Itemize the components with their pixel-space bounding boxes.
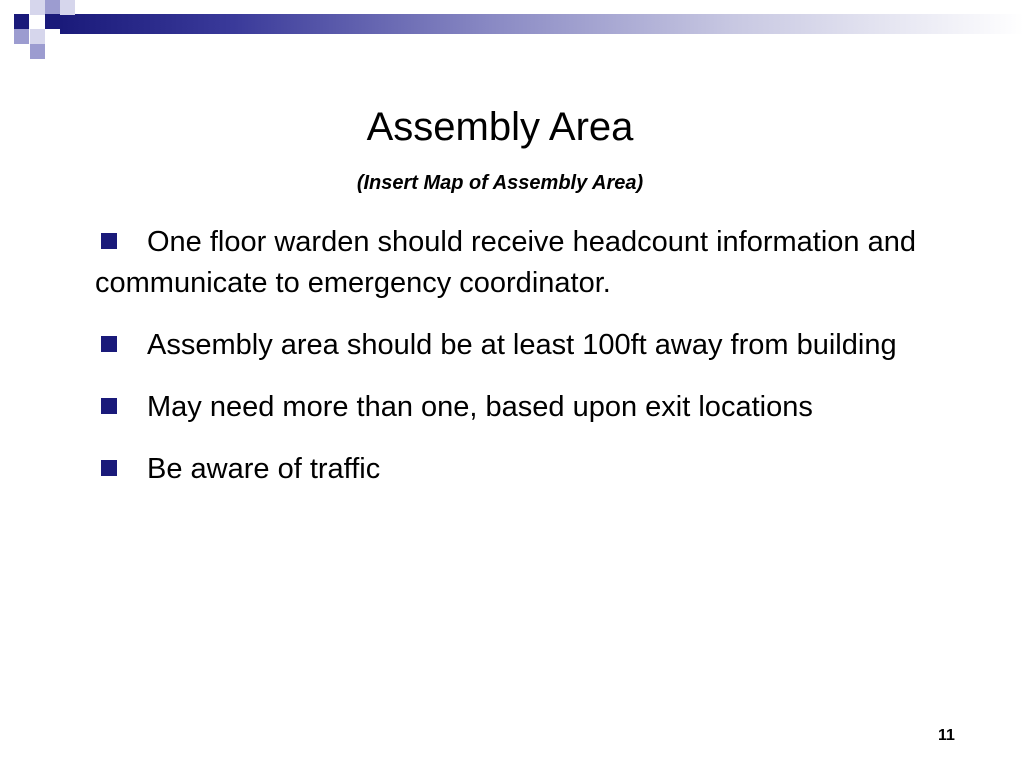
slide-title: Assembly Area [366, 105, 634, 149]
bullet-item [95, 387, 945, 428]
bullet-text: One floor warden should receive headcount information and communicate to emergency coordinator. [95, 226, 916, 299]
bullet-item [95, 222, 945, 304]
bullet-text: Be aware of traffic [147, 453, 381, 485]
header-gradient-bar [60, 14, 1024, 34]
decor-square-mid [30, 44, 45, 59]
page-number: 11 [938, 727, 955, 744]
bullet-text: May need more than one, based upon exit locations [147, 391, 813, 423]
decor-square-light [60, 0, 75, 15]
bullet-text: Assembly area should be at least 100ft away from building [147, 329, 897, 361]
square-bullet-icon [101, 336, 117, 352]
bullet-item [95, 325, 945, 366]
decor-square-mid [45, 0, 60, 15]
decor-square-dark [45, 14, 60, 29]
square-bullet-icon [101, 233, 117, 249]
bullet-list [95, 222, 945, 511]
decor-square-mid [14, 29, 29, 44]
square-bullet-icon [101, 398, 117, 414]
decor-square-light [30, 0, 45, 15]
decor-square-light [30, 29, 45, 44]
decor-square-dark [14, 14, 29, 29]
slide-subtitle: (Insert Map of Assembly Area) [356, 172, 644, 194]
square-bullet-icon [101, 460, 117, 476]
bullet-item [95, 449, 945, 490]
